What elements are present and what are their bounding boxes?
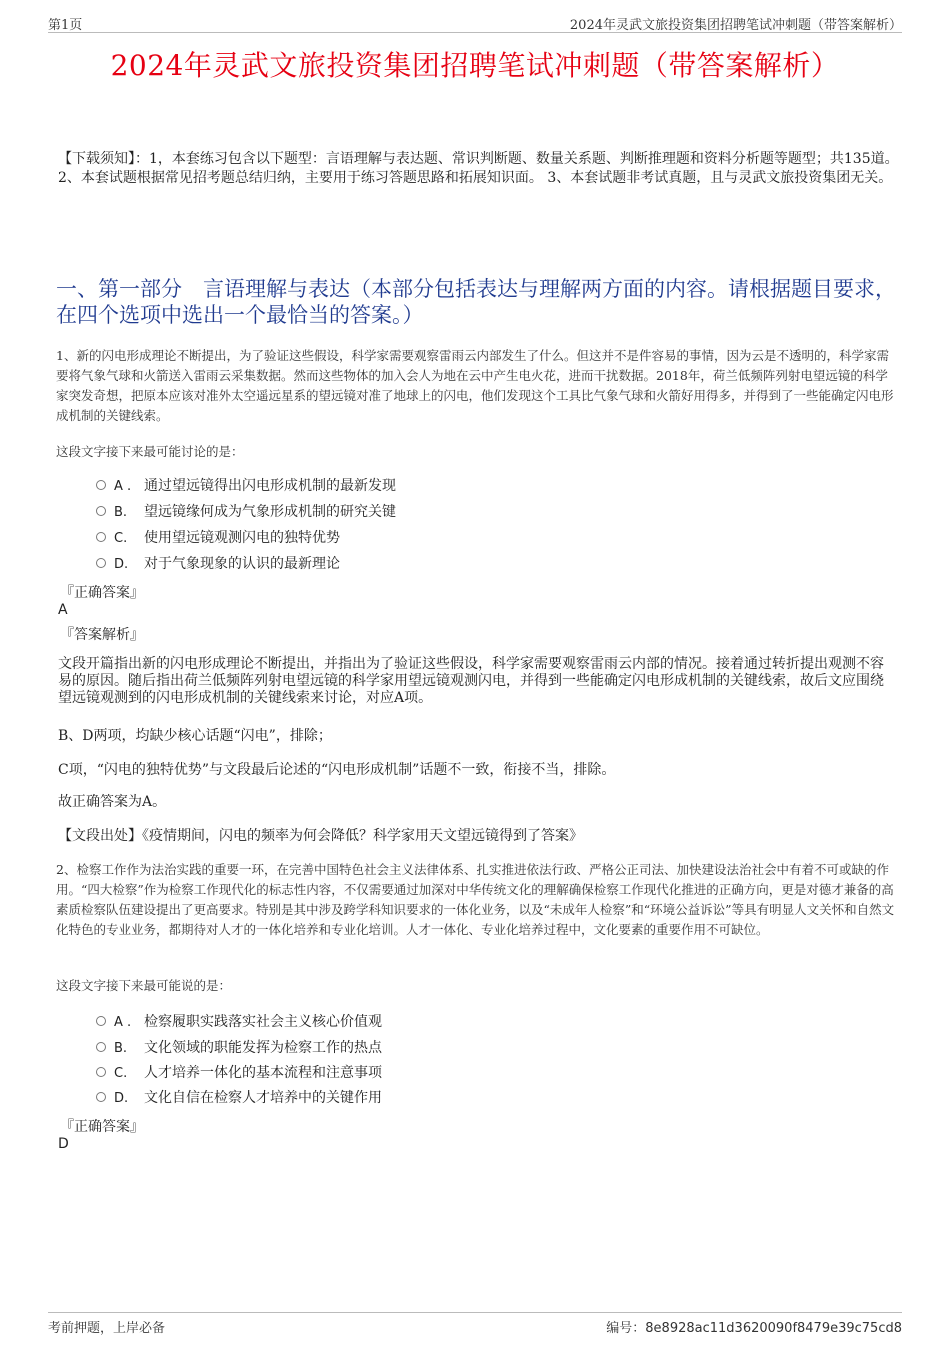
document-title: 2024年灵武文旅投资集团招聘笔试冲刺题（带答案解析） (110, 49, 840, 82)
radio-icon[interactable] (96, 558, 106, 568)
option-letter: B. (114, 505, 128, 520)
question-1-analysis-paragraph: 文段开篇指出新的闪电形成理论不断提出，并指出为了验证这些假设，科学家需要观察雷雨云内部的情况。接着通过转折提出观测不容易的原因。随后指出荷兰低频阵列射电望远镜的科学家用望远镜观测闪电，并得到一些能确定闪电形成机制的关键线索，故后文应围绕望远镜观测到的闪电形成机制的关键线索来讨论，对应A项。 (58, 656, 884, 706)
question-2-option-a[interactable] (96, 1012, 382, 1032)
page-header (48, 14, 902, 33)
header-doc-title: 2024年灵武文旅投资集团招聘笔试冲刺题（带答案解析） (569, 18, 902, 33)
footer-slogan: 考前押题，上岸必备 (48, 1321, 166, 1336)
question-1-option-a[interactable] (96, 476, 396, 496)
question-1-analysis-line: B、D两项，均缺少核心话题“闪电”，排除； (58, 728, 332, 744)
page-number: 第1页 (48, 18, 83, 33)
radio-icon[interactable] (96, 480, 106, 490)
radio-icon[interactable] (96, 1092, 106, 1102)
option-text: 使用望远镜观测闪电的独特优势 (144, 530, 340, 546)
question-1-option-b[interactable] (96, 502, 396, 522)
option-text: 文化领域的职能发挥为检察工作的热点 (144, 1040, 382, 1056)
radio-icon[interactable] (96, 1042, 106, 1052)
question-1-answer-label: 『正确答案』 (60, 585, 144, 601)
option-text: 人才培养一体化的基本流程和注意事项 (144, 1065, 382, 1081)
option-text: 望远镜缘何成为气象形成机制的研究关键 (144, 504, 396, 520)
section-title: 一、第一部分 言语理解与表达（本部分包括表达与理解两方面的内容。请根据题目要求，在四个选项中选出一个最恰当的答案。） (56, 277, 896, 327)
radio-icon[interactable] (96, 1016, 106, 1026)
option-letter: C. (114, 1066, 128, 1081)
question-1-stem: 这段文字接下来最可能讨论的是： (56, 444, 244, 459)
option-text: 对于气象现象的认识的最新理论 (144, 556, 340, 572)
question-1-analysis-label: 『答案解析』 (60, 627, 144, 643)
question-1-analysis-line: C项，“闪电的独特优势”与文段最后论述的“闪电形成机制”话题不一致，衔接不当，排除。 (58, 762, 616, 778)
question-1-option-d[interactable] (96, 554, 340, 574)
radio-icon[interactable] (96, 506, 106, 516)
question-2-stem: 这段文字接下来最可能说的是： (56, 978, 232, 993)
option-text: 文化自信在检察人才培养中的关键作用 (144, 1090, 382, 1106)
option-letter: D. (114, 557, 129, 572)
option-letter: A . (114, 1015, 132, 1030)
question-2-answer: D (58, 1136, 69, 1152)
question-1-source: 【文段出处】《疫情期间，闪电的频率为何会降低？科学家用天文望远镜得到了答案》 (58, 828, 583, 844)
footer-serial: 编号：8e8928ac11d3620090f8479e39c75cd8 (606, 1321, 902, 1336)
option-letter: C. (114, 531, 128, 546)
radio-icon[interactable] (96, 1067, 106, 1077)
option-letter: D. (114, 1091, 129, 1106)
question-1-option-c[interactable] (96, 528, 340, 548)
question-2-answer-label: 『正确答案』 (60, 1119, 144, 1135)
option-text: 检察履职实践落实社会主义核心价值观 (144, 1014, 382, 1030)
question-2-option-d[interactable] (96, 1088, 382, 1108)
option-text: 通过望远镜得出闪电形成机制的最新发现 (144, 478, 396, 494)
question-1-text: 1、新的闪电形成理论不断提出，为了验证这些假设，科学家需要观察雷雨云内部发生了什么。但这并不是件容易的事情，因为云是不透明的，科学家需要将气象气球和火箭送入雷雨云采集数据。然而这些物体的加入会人为地在云中产生电火花，进而干扰数据。2018年，荷兰低频阵列射电望远镜的科学家突发奇想，把原本应该对准外太空遥远星系的望远镜对准了地球上的闪电，他们发现这个工具比气象气球和火箭好用得多，并得到了一些能确定闪电形成机制的关键线索。 (56, 348, 894, 423)
question-2-text: 2、检察工作作为法治实践的重要一环，在完善中国特色社会主义法律体系、扎实推进依法行政、严格公正司法、加快建设法治社会中有着不可或缺的作用。“四大检察”作为检察工作现代化的标志性内容，不仅需要通过加深对中华传统文化的理解确保检察工作现代化推进的正确方向，更是对德才兼备的高素质检察队伍建设提出了更高要求。特别是其中涉及跨学科知识要求的一体化业务，以及“未成年人检察”和“环境公益诉讼”等具有明显人文关怀和自然文化特色的专业业务，都期待对人才的一体化培养和专业化培训。人才一体化、专业化培养过程中，文化要素的重要作用不可缺位。 (56, 862, 895, 937)
download-notice: 【下载须知】：1，本套练习包含以下题型：言语理解与表达题、常识判断题、数量关系题、判断推理题和资料分析题等题型；共135道。 2、本套试题根据常见招考题总结归纳，主要用于练习答题思路和拓展知识面。 3、本套试题非考试真题，且与灵武文旅投资集团无关。 (58, 151, 899, 186)
question-2-option-b[interactable] (96, 1038, 382, 1058)
page-footer (48, 1312, 902, 1335)
radio-icon[interactable] (96, 532, 106, 542)
option-letter: B. (114, 1041, 128, 1056)
question-1-answer: A (58, 602, 68, 618)
option-letter: A . (114, 479, 132, 494)
question-2-option-c[interactable] (96, 1063, 382, 1083)
question-1-analysis-conclusion: 故正确答案为A。 (58, 794, 167, 810)
